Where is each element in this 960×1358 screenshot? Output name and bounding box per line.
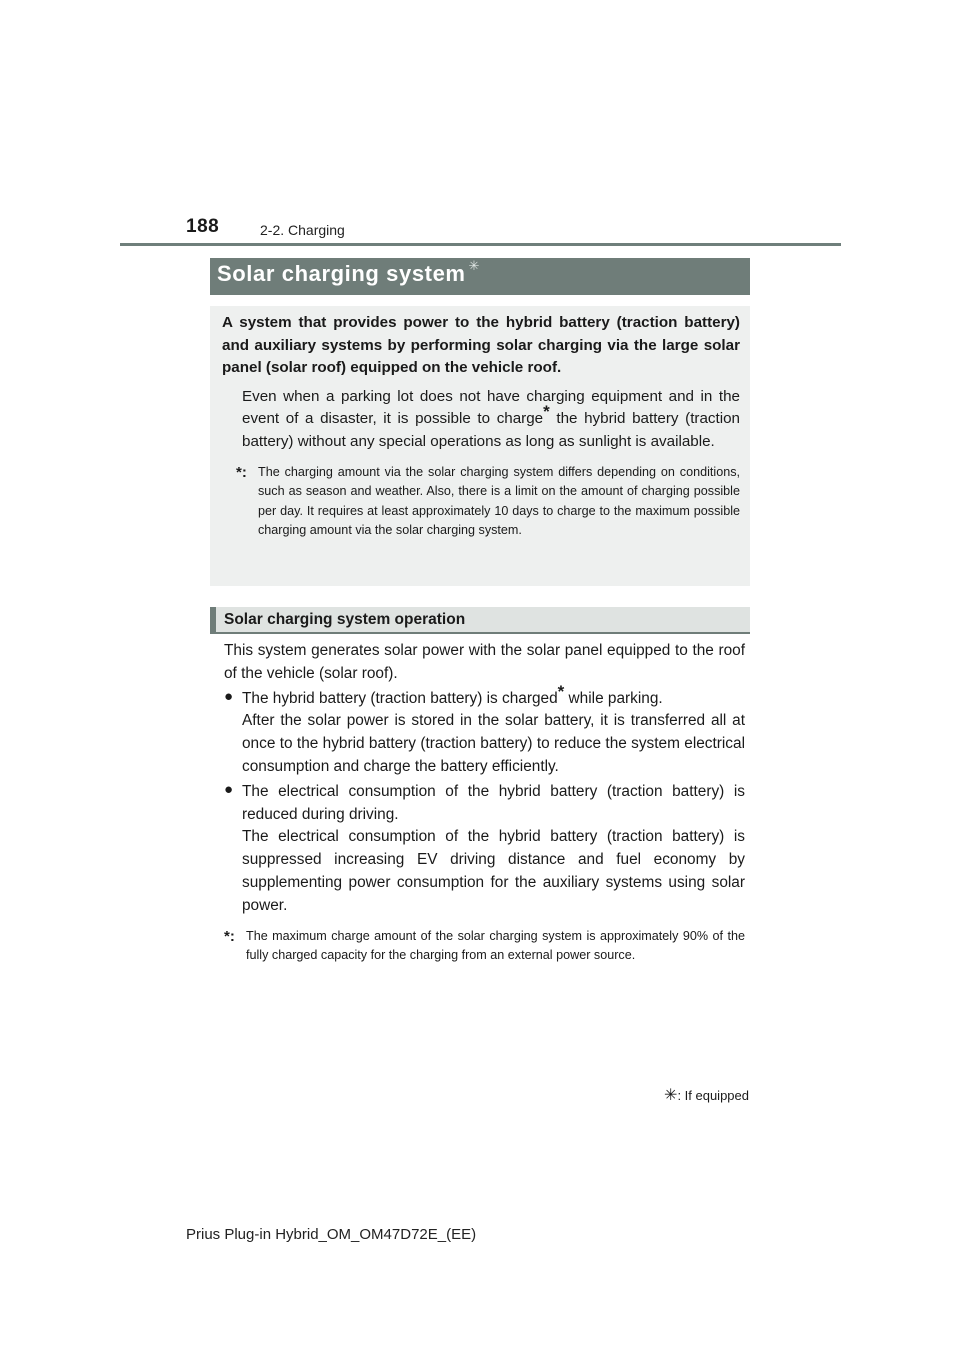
- bullet-icon: ●: [224, 780, 234, 798]
- footnote-text: The charging amount via the solar charging system differs depending on conditions, such as season and weather. Also, there is a limit on the amount of charging possible per day. It requires at least approximately 10 days to charge to the maximum possible charging amount via the solar charging system.: [258, 465, 740, 538]
- operation-footnote: [224, 927, 745, 966]
- bullet-icon: ●: [224, 687, 234, 705]
- intro-body-start: Even when a parking lot does not have charging equipment and in the event of a disaster, it is possible to charge: [242, 387, 740, 427]
- page-title: Solar charging system: [217, 261, 466, 286]
- intro-body: [242, 386, 740, 454]
- subsection-heading: Solar charging system operation: [224, 611, 466, 628]
- bullet-lead: [242, 681, 745, 711]
- section-label: 2-2. Charging: [260, 222, 345, 238]
- intro-footnote: [236, 463, 740, 541]
- subsection-heading-bar: [210, 607, 750, 634]
- intro-lead: A system that provides power to the hybrid battery (traction battery) and auxiliary systems by performing solar charging via the large solar panel (solar roof) equipped on the vehicle roof.: [222, 314, 740, 376]
- list-item: [224, 681, 745, 779]
- if-equipped-footnote: [664, 1085, 749, 1105]
- bullet-lead: The electrical consumption of the hybrid battery (traction battery) is reduced during driving.: [242, 782, 745, 823]
- operation-intro: This system generates solar power with the solar panel equipped to the roof of the vehicle (solar roof).: [224, 642, 745, 682]
- document-footer: Prius Plug-in Hybrid_OM_OM47D72E_(EE): [186, 1226, 477, 1243]
- operation-content: [224, 640, 745, 965]
- footnote-mark: *:: [236, 464, 247, 481]
- section-title-bar: [210, 258, 750, 295]
- if-equipped-text: : If equipped: [677, 1088, 749, 1103]
- bullet-detail: After the solar power is stored in the solar battery, it is transferred all at once to the hybrid battery (traction battery) to reduce the system electrical consumption and charge the battery efficiently.: [242, 712, 745, 775]
- header-divider: [120, 243, 841, 246]
- intro-body-end: the hybrid battery (traction battery) without any special operations as long as sunlight is available.: [242, 410, 740, 450]
- page-number: 188: [186, 216, 220, 237]
- list-item: [224, 781, 745, 918]
- intro-box: [210, 306, 750, 586]
- footnote-text: The maximum charge amount of the solar charging system is approximately 90% of the fully charged capacity for the charging from an external power source.: [246, 928, 745, 962]
- bullet-lead-start: The hybrid battery (traction battery) is charged: [242, 689, 558, 707]
- footnote-asterisk: *: [543, 401, 550, 421]
- footnote-mark: *:: [224, 927, 235, 945]
- footnote-asterisk: *: [557, 681, 565, 701]
- if-equipped-icon: ✳: [664, 1087, 678, 1104]
- bullet-lead-end: while parking.: [564, 689, 663, 707]
- if-equipped-mark: ✳: [468, 258, 480, 273]
- bullet-detail: The electrical consumption of the hybrid battery (traction battery) is suppressed increasing EV driving distance and fuel economy by supplementing power consumption for the auxiliary systems using solar power.: [242, 828, 745, 914]
